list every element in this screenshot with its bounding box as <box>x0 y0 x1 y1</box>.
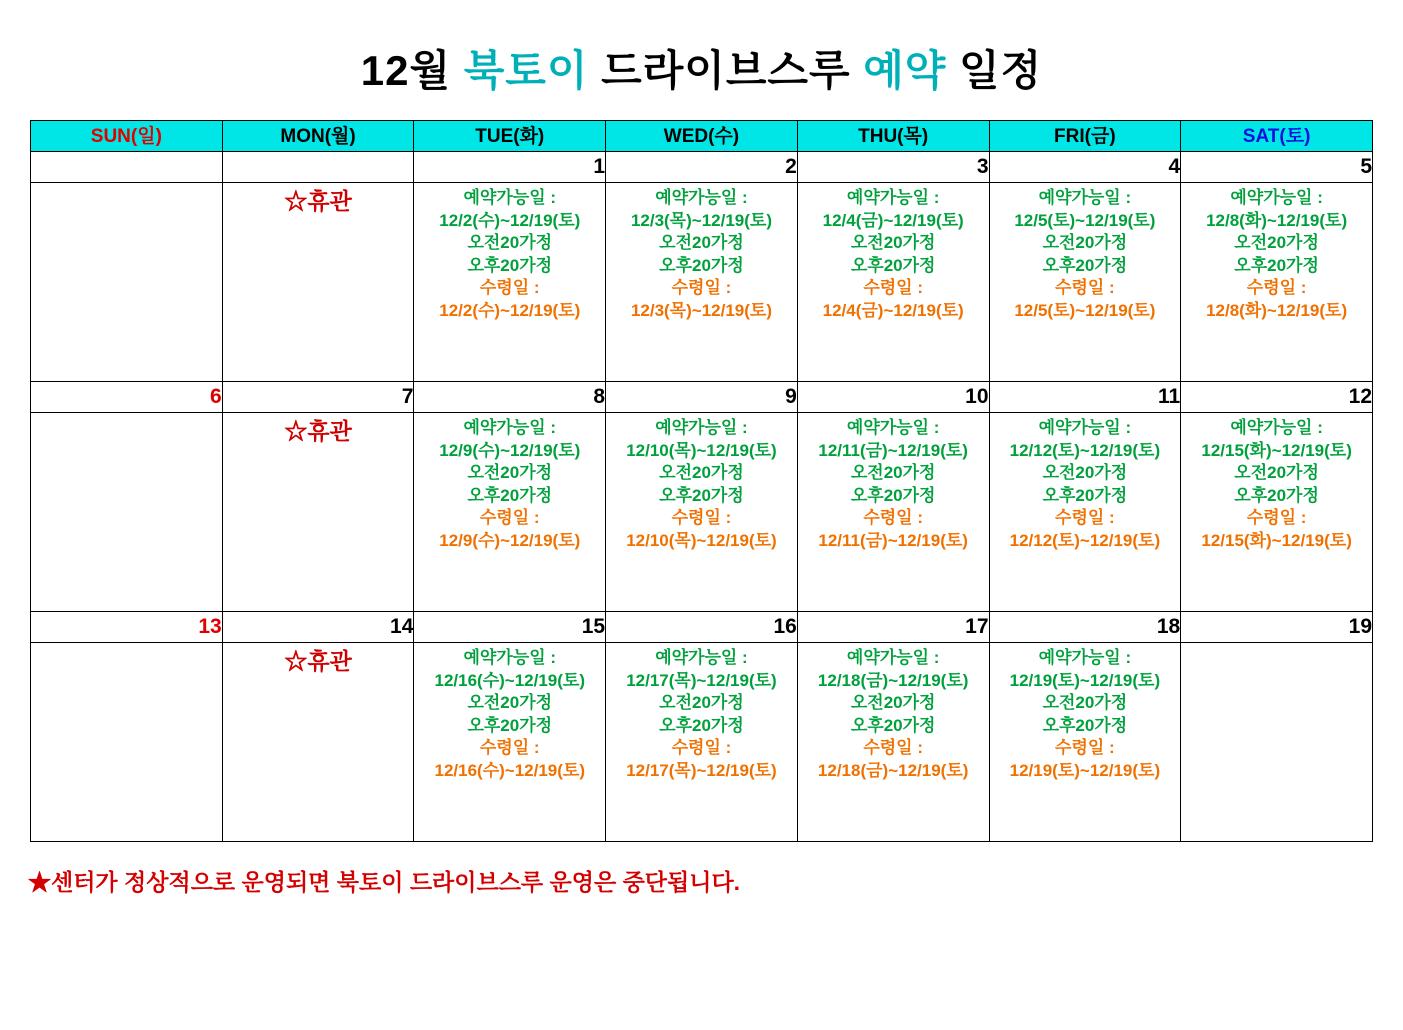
slot-pickup-label: 수령일 : <box>479 738 540 758</box>
slot-morning-capacity: 오전20가정 <box>850 233 936 253</box>
slot-pickup-label: 수령일 : <box>1246 278 1307 298</box>
content-row <box>31 643 1373 842</box>
slot-pickup-label: 수령일 : <box>863 278 923 298</box>
day-cell-slot <box>1181 413 1373 612</box>
date-row <box>31 152 1373 183</box>
slot-available-range: 12/12(토)~12/19(토) <box>1009 440 1161 460</box>
title-part-booktoy: 북토이 <box>463 47 589 94</box>
content-row <box>31 413 1373 612</box>
day-cell-slot <box>989 183 1181 382</box>
calendar-wrapper <box>30 120 1373 842</box>
date-number: 4 <box>989 152 1181 183</box>
slot-available-range: 12/4(금)~12/19(토) <box>822 210 964 230</box>
slot-available-label: 예약가능일 : <box>463 188 556 207</box>
slot-pickup-label: 수령일 : <box>479 278 540 298</box>
slot-available-label: 예약가능일 : <box>1230 188 1323 207</box>
slot-pickup-label: 수령일 : <box>863 508 923 528</box>
date-number: 8 <box>414 382 606 413</box>
footnote: ★센터가 정상적으로 운영되면 북토이 드라이브스루 운영은 중단됩니다. <box>28 869 741 895</box>
slot-morning-capacity: 오전20가정 <box>1234 233 1319 253</box>
slot-pickup-label: 수령일 : <box>671 508 732 528</box>
slot-available-label: 예약가능일 : <box>463 648 556 667</box>
slot-pickup-label: 수령일 : <box>479 508 540 528</box>
day-cell-slot <box>989 643 1181 842</box>
slot-pickup-range: 12/12(토)~12/19(토) <box>1009 531 1161 551</box>
slot-available-label: 예약가능일 : <box>846 418 940 437</box>
slot-available-label: 예약가능일 : <box>655 648 748 667</box>
day-cell-closed <box>222 183 414 382</box>
slot-morning-capacity: 오전20가정 <box>1042 463 1128 483</box>
weekday-header-tue: TUE(화) <box>414 121 606 152</box>
slot-available-label: 예약가능일 : <box>463 418 556 437</box>
slot-morning-capacity: 오전20가정 <box>850 693 936 713</box>
slot-morning-capacity: 오전20가정 <box>467 463 553 483</box>
slot-pickup-label: 수령일 : <box>863 738 923 758</box>
slot-available-range: 12/5(토)~12/19(토) <box>1014 210 1156 230</box>
slot-pickup-label: 수령일 : <box>1246 508 1307 528</box>
slot-info <box>414 413 605 557</box>
slot-info <box>414 643 605 787</box>
day-cell-slot <box>1181 183 1373 382</box>
date-number: 16 <box>606 612 798 643</box>
date-number: 3 <box>797 152 989 183</box>
slot-afternoon-capacity: 오후20가정 <box>1042 715 1128 735</box>
weekday-header-mon: MON(월) <box>222 121 414 152</box>
date-number: 19 <box>1181 612 1373 643</box>
date-number: 5 <box>1181 152 1373 183</box>
day-cell-slot <box>606 183 798 382</box>
day-cell-slot <box>414 183 606 382</box>
slot-info <box>990 643 1181 787</box>
date-number: 18 <box>989 612 1181 643</box>
date-number <box>31 152 223 183</box>
slot-available-range: 12/2(수)~12/19(토) <box>439 210 581 230</box>
slot-pickup-range: 12/4(금)~12/19(토) <box>822 301 964 321</box>
day-cell-empty <box>31 183 223 382</box>
day-cell-empty <box>1181 643 1373 842</box>
slot-pickup-range: 12/19(토)~12/19(토) <box>1009 761 1161 781</box>
day-cell-slot <box>797 183 989 382</box>
slot-pickup-range: 12/16(수)~12/19(토) <box>434 761 585 781</box>
day-cell-slot <box>606 413 798 612</box>
date-number: 15 <box>414 612 606 643</box>
date-number: 7 <box>222 382 414 413</box>
slot-info <box>990 183 1181 327</box>
slot-morning-capacity: 오전20가정 <box>659 693 744 713</box>
content-row <box>31 183 1373 382</box>
title-part-schedule: 일정 <box>946 47 1043 94</box>
slot-morning-capacity: 오전20가정 <box>1042 693 1128 713</box>
weekday-header-sun: SUN(일) <box>31 121 223 152</box>
slot-pickup-range: 12/5(토)~12/19(토) <box>1014 301 1156 321</box>
slot-info <box>798 183 989 327</box>
slot-available-label: 예약가능일 : <box>846 648 940 667</box>
date-number: 11 <box>989 382 1181 413</box>
slot-pickup-range: 12/3(목)~12/19(토) <box>630 301 772 321</box>
weekday-header-sat: SAT(토) <box>1181 121 1373 152</box>
slot-available-range: 12/11(금)~12/19(토) <box>818 440 968 460</box>
date-number: 14 <box>222 612 414 643</box>
slot-pickup-range: 12/8(화)~12/19(토) <box>1206 301 1348 321</box>
slot-info <box>606 643 797 787</box>
date-number <box>222 152 414 183</box>
day-cell-empty <box>31 413 223 612</box>
slot-afternoon-capacity: 오후20가정 <box>467 255 553 275</box>
slot-pickup-label: 수령일 : <box>671 278 732 298</box>
day-cell-slot <box>797 413 989 612</box>
slot-available-label: 예약가능일 : <box>1230 418 1323 437</box>
slot-info <box>606 183 797 327</box>
slot-available-label: 예약가능일 : <box>655 418 748 437</box>
slot-info <box>414 183 605 327</box>
slot-morning-capacity: 오전20가정 <box>467 233 553 253</box>
slot-info <box>798 643 989 787</box>
slot-pickup-label: 수령일 : <box>671 738 732 758</box>
title-part-reservation: 예약 <box>863 47 947 94</box>
slot-afternoon-capacity: 오후20가정 <box>1042 255 1128 275</box>
slot-pickup-range: 12/17(목)~12/19(토) <box>626 761 777 781</box>
slot-available-range: 12/19(토)~12/19(토) <box>1009 670 1161 690</box>
slot-pickup-label: 수령일 : <box>1055 508 1115 528</box>
weekday-header-wed: WED(수) <box>606 121 798 152</box>
slot-info <box>606 413 797 557</box>
calendar-page <box>0 38 1403 1030</box>
day-cell-slot <box>414 643 606 842</box>
slot-morning-capacity: 오전20가정 <box>659 463 744 483</box>
day-cell-slot <box>797 643 989 842</box>
slot-pickup-range: 12/11(금)~12/19(토) <box>818 531 968 551</box>
slot-morning-capacity: 오전20가정 <box>1234 463 1319 483</box>
weekday-header-row <box>31 121 1373 152</box>
slot-afternoon-capacity: 오후20가정 <box>659 485 744 505</box>
slot-available-label: 예약가능일 : <box>655 188 748 207</box>
slot-info <box>990 413 1181 557</box>
date-number: 2 <box>606 152 798 183</box>
slot-available-label: 예약가능일 : <box>1038 418 1132 437</box>
slot-afternoon-capacity: 오후20가정 <box>1234 255 1319 275</box>
slot-available-range: 12/3(목)~12/19(토) <box>630 210 772 230</box>
slot-info <box>1181 413 1372 557</box>
closed-label: ☆휴관 <box>284 188 352 214</box>
slot-pickup-label: 수령일 : <box>1055 738 1115 758</box>
title-part-drivethru: 드라이브스루 <box>588 47 864 94</box>
date-number: 6 <box>31 382 223 413</box>
day-cell-closed <box>222 643 414 842</box>
title-part-month: 12월 <box>360 47 464 94</box>
day-cell-slot <box>606 643 798 842</box>
slot-available-range: 12/16(수)~12/19(토) <box>434 670 585 690</box>
date-number: 13 <box>31 612 223 643</box>
calendar-table <box>30 120 1373 842</box>
slot-afternoon-capacity: 오후20가정 <box>850 715 936 735</box>
day-cell-slot <box>989 413 1181 612</box>
day-cell-slot <box>414 413 606 612</box>
slot-available-range: 12/18(금)~12/19(토) <box>817 670 969 690</box>
day-cell-empty <box>31 643 223 842</box>
date-number: 9 <box>606 382 798 413</box>
slot-info <box>798 413 989 557</box>
slot-pickup-range: 12/15(화)~12/19(토) <box>1201 531 1352 551</box>
slot-pickup-range: 12/10(목)~12/19(토) <box>626 531 777 551</box>
date-number: 12 <box>1181 382 1373 413</box>
slot-afternoon-capacity: 오후20가정 <box>659 255 744 275</box>
slot-available-range: 12/9(수)~12/19(토) <box>439 440 581 460</box>
slot-morning-capacity: 오전20가정 <box>659 233 744 253</box>
slot-pickup-label: 수령일 : <box>1055 278 1115 298</box>
date-row <box>31 612 1373 643</box>
page-title <box>0 38 1403 98</box>
slot-available-label: 예약가능일 : <box>1038 188 1132 207</box>
date-row <box>31 382 1373 413</box>
slot-pickup-range: 12/2(수)~12/19(토) <box>439 301 581 321</box>
slot-available-range: 12/8(화)~12/19(토) <box>1206 210 1348 230</box>
slot-afternoon-capacity: 오후20가정 <box>1234 485 1319 505</box>
weekday-header-thu: THU(목) <box>797 121 989 152</box>
slot-pickup-range: 12/9(수)~12/19(토) <box>439 531 581 551</box>
slot-afternoon-capacity: 오후20가정 <box>850 255 936 275</box>
slot-available-range: 12/10(목)~12/19(토) <box>626 440 777 460</box>
slot-afternoon-capacity: 오후20가정 <box>467 715 553 735</box>
date-number: 1 <box>414 152 606 183</box>
slot-morning-capacity: 오전20가정 <box>467 693 553 713</box>
slot-afternoon-capacity: 오후20가정 <box>850 485 936 505</box>
weekday-header-fri: FRI(금) <box>989 121 1181 152</box>
date-number: 10 <box>797 382 989 413</box>
slot-info <box>1181 183 1372 327</box>
slot-available-label: 예약가능일 : <box>846 188 940 207</box>
slot-available-range: 12/15(화)~12/19(토) <box>1201 440 1352 460</box>
date-number: 17 <box>797 612 989 643</box>
slot-afternoon-capacity: 오후20가정 <box>467 485 553 505</box>
closed-label: ☆휴관 <box>284 648 352 674</box>
closed-label: ☆휴관 <box>284 418 352 444</box>
slot-available-label: 예약가능일 : <box>1038 648 1132 667</box>
day-cell-closed <box>222 413 414 612</box>
slot-available-range: 12/17(목)~12/19(토) <box>626 670 777 690</box>
slot-afternoon-capacity: 오후20가정 <box>1042 485 1128 505</box>
slot-pickup-range: 12/18(금)~12/19(토) <box>817 761 969 781</box>
slot-morning-capacity: 오전20가정 <box>1042 233 1128 253</box>
slot-morning-capacity: 오전20가정 <box>850 463 936 483</box>
slot-afternoon-capacity: 오후20가정 <box>659 715 744 735</box>
